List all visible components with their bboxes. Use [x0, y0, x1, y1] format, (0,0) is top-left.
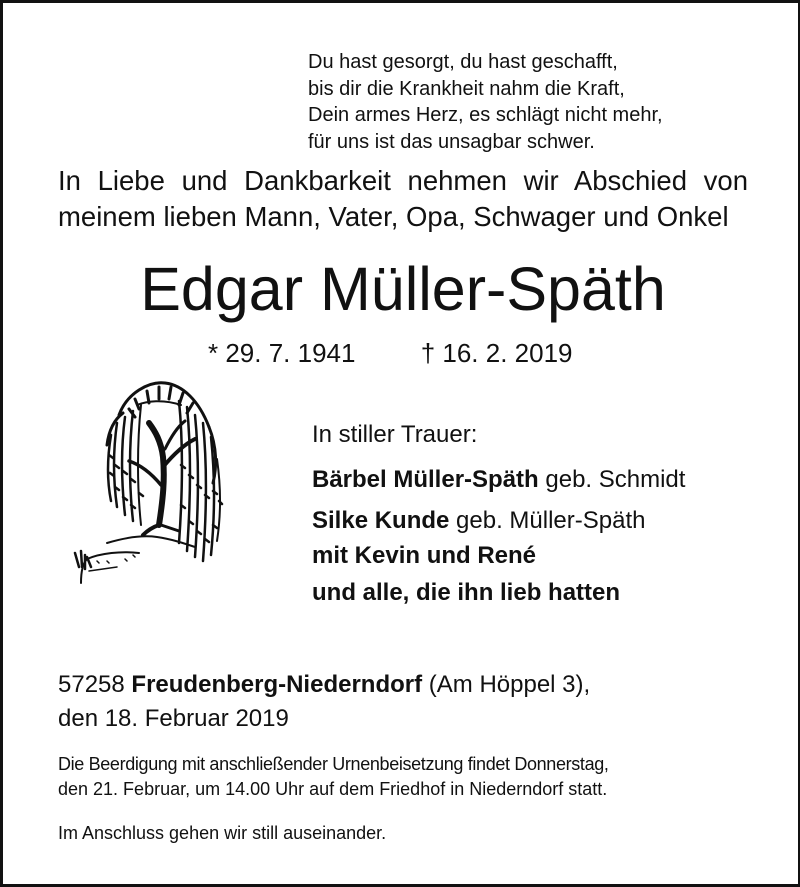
address-line: [58, 668, 590, 702]
farewell-intro: [58, 163, 748, 235]
poem-line: Du hast gesorgt, du hast geschafft,: [308, 51, 618, 73]
death-date: † 16. 2. 2019: [420, 338, 573, 368]
location-block: [58, 668, 590, 736]
poem-line: bis dir die Krankheit nahm die Kraft,: [308, 77, 625, 100]
mourners-heading: In stiller Trauer:: [312, 421, 478, 448]
mourner-others: und alle, die ihn lieb hatten: [312, 579, 621, 606]
mourner-name: Bärbel Müller-Späth: [312, 466, 539, 493]
intro-line: In Liebe und Dankbarkeit nehmen wir Abschied von: [58, 165, 748, 196]
birth-date: * 29. 7. 1941: [208, 338, 356, 368]
poem-line: für uns ist das unsagbar schwer.: [308, 130, 595, 153]
mourner-maiden-name: geb. Schmidt: [545, 466, 686, 493]
funeral-line: den 21. Februar, um 14.00 Uhr auf dem Friedhof in Niederndorf statt.: [58, 779, 608, 799]
life-dates: [208, 338, 573, 368]
mourner-name: Silke Kunde: [312, 507, 450, 534]
funeral-line: Die Beerdigung mit anschließender Urnenbeisetzung findet Donnerstag,: [58, 754, 609, 774]
postal-code: 57258: [58, 671, 125, 698]
mourner-grandchildren: mit Kevin und René: [312, 542, 537, 569]
mourner-daughter: [312, 507, 645, 535]
funeral-details: [58, 752, 609, 802]
poem-line: Dein armes Herz, es schlägt nicht mehr,: [308, 104, 663, 126]
memorial-poem: [308, 49, 663, 155]
mourner-maiden-name: geb. Müller-Späth: [456, 507, 646, 534]
closing-note: Im Anschluss gehen wir still auseinander.: [58, 823, 387, 843]
mourner-spouse: [312, 466, 685, 494]
town-name: Freudenberg-Niederndorf: [131, 671, 423, 698]
weeping-willow-icon: [67, 375, 235, 585]
intro-line: meinem lieben Mann, Vater, Opa, Schwager und Onkel: [58, 201, 729, 232]
notice-date: den 18. Februar 2019: [58, 705, 289, 732]
deceased-name: Edgar Müller-Späth: [140, 255, 666, 323]
street-address: (Am Höppel 3),: [428, 671, 591, 698]
